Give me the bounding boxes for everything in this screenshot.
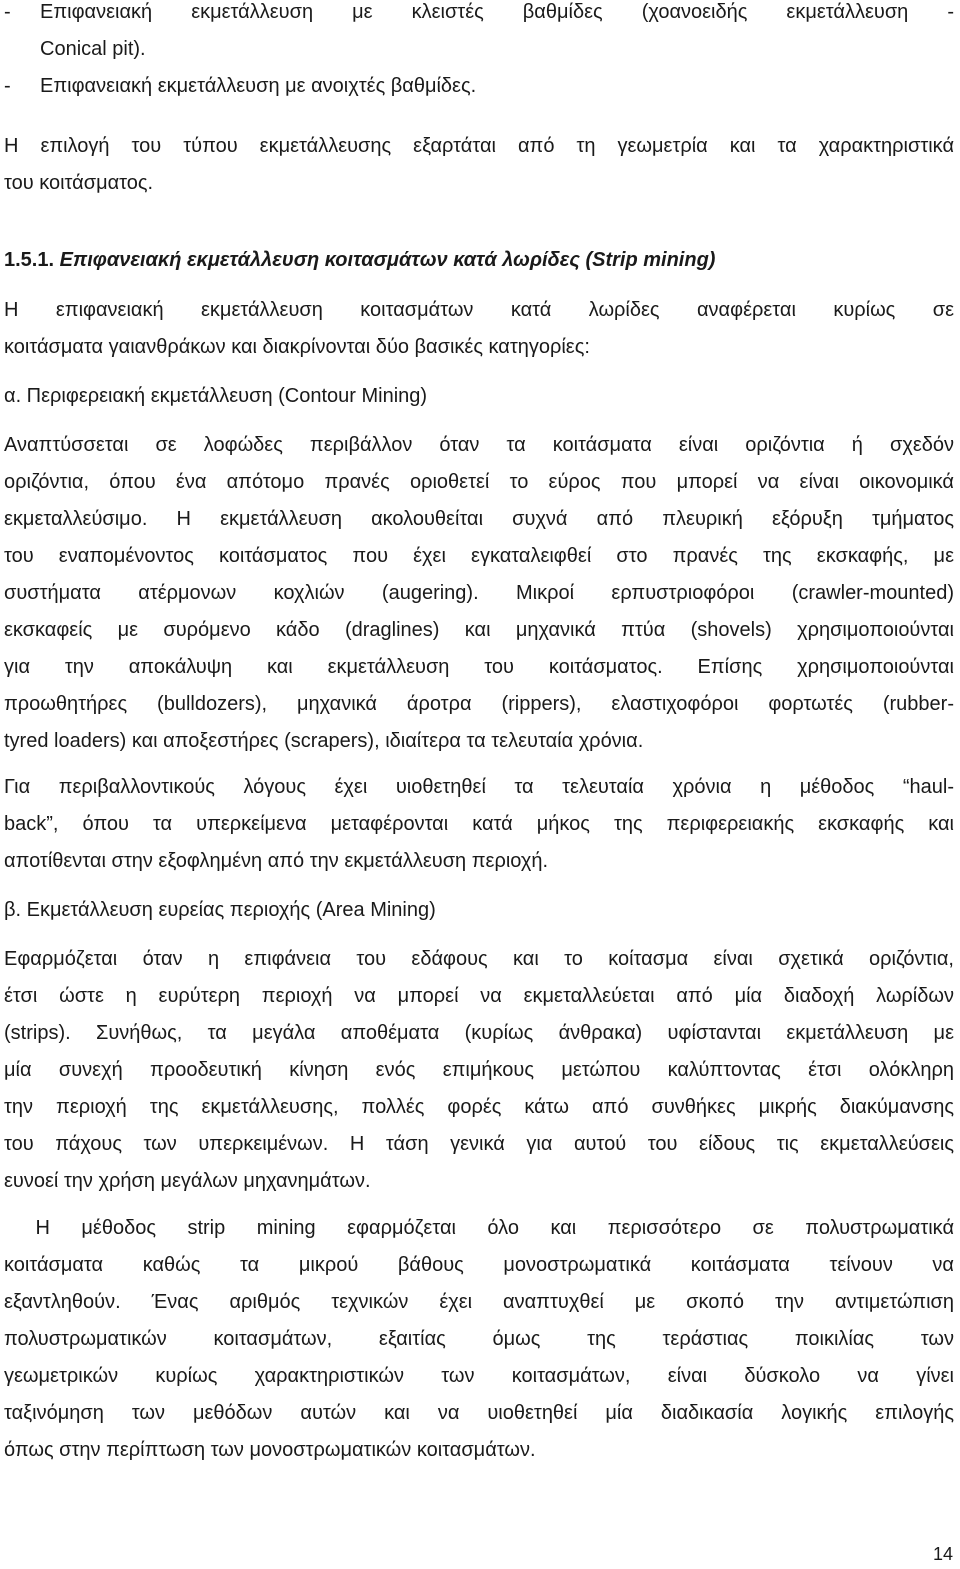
paragraph-line: την περιοχή της εκμετάλλευσης, πολλές φορές κάτω από συνθήκες μικρής διακύμανσης <box>4 1096 954 1118</box>
paragraph-line: ευνοεί την χρήση μεγάλων μηχανημάτων. <box>4 1170 371 1192</box>
subheading-area-mining: β. Εκμετάλλευση ευρείας περιοχής (Area Mining) <box>4 899 436 921</box>
paragraph-line: εκσκαφείς με συρόμενο κάδο (draglines) και μηχανικά πτύα (shovels) χρησιμοποιούνται <box>4 619 954 641</box>
list-item <box>4 0 954 31</box>
paragraph-line: αποτίθενται στην εξοφλημένη από την εκμετάλλευση περιοχή. <box>4 850 549 872</box>
page-number: 14 <box>932 1544 953 1564</box>
paragraph <box>4 427 954 760</box>
paragraph-line: back”, όπου τα υπερκείμενα μεταφέρονται κατά μήκος της περιφερειακής εκσκαφής και <box>4 813 954 835</box>
paragraph-line: tyred loaders) και αποξεστήρες (scrapers), ιδιαίτερα τα τελευταία χρόνια. <box>4 730 644 752</box>
section-heading <box>4 242 954 279</box>
list-item-text-continued: Conical pit). <box>40 38 146 60</box>
paragraph-line: Η μέθοδος strip mining εφαρμόζεται όλο και περισσότερο σε πολυστρωματικά <box>4 1217 954 1239</box>
paragraph-line: Για περιβαλλοντικούς λόγους έχει υιοθετηθεί τα τελευταία χρόνια η μέθοδος “haul- <box>4 776 954 798</box>
paragraph-line: ταξινόμηση των μεθόδων αυτών και να υιοθετηθεί μία διαδικασία λογικής επιλογής <box>4 1402 954 1424</box>
paragraph <box>4 769 954 880</box>
paragraph-line: Η επιφανειακή εκμετάλλευση κοιτασμάτων κατά λωρίδες αναφέρεται κυρίως σε <box>4 299 954 321</box>
paragraph-line: Αναπτύσσεται σε λοφώδες περιβάλλον όταν τα κοιτάσματα είναι οριζόντια ή σχεδόν <box>4 434 954 456</box>
list-item <box>4 68 954 105</box>
paragraph-line: όπως στην περίπτωση των μονοστρωματικών κοιτασμάτων. <box>4 1439 536 1461</box>
paragraph-line: του κοιτάσματος. <box>4 172 154 194</box>
paragraph-line: εξαντληθούν. Ένας αριθμός τεχνικών έχει αναπτυχθεί με σκοπό την αντιμετώπιση <box>4 1291 954 1313</box>
paragraph-line: Εφαρμόζεται όταν η επιφάνεια του εδάφους και το κοίτασμα είναι σχετικά οριζόντια, <box>4 948 954 970</box>
paragraph-line: (strips). Συνήθως, τα μεγάλα αποθέματα (κυρίως άνθρακα) υφίστανται εκμετάλλευση με <box>4 1022 954 1044</box>
section-title: Επιφανειακή εκμετάλλευση κοιτασμάτων κατά λωρίδες (Strip mining) <box>59 249 716 271</box>
paragraph <box>4 292 954 366</box>
paragraph-line: προωθητήρες (bulldozers), μηχανικά άροτρα (rippers), ελαστιχοφόροι φορτωτές (rubber- <box>4 693 954 715</box>
bullet-dash: - <box>4 1 11 23</box>
paragraph-line: πολυστρωματικών κοιτασμάτων, εξαιτίας όμως της τεράστιας ποικιλίας των <box>4 1328 954 1350</box>
paragraph-line: κοιτάσματα καθώς τα μικρού βάθους μονοστρωματικά κοιτάσματα τείνουν να <box>4 1254 954 1276</box>
paragraph <box>4 1210 954 1469</box>
intro-paragraph <box>4 128 954 202</box>
paragraph-line: εκμεταλλεύσιμο. Η εκμετάλλευση ακολουθείται συχνά από πλευρική εξόρυξη τμήματος <box>4 508 954 530</box>
paragraph-line: του εναπομένοντος κοιτάσματος που έχει εγκαταλειφθεί στο πρανές της εκσκαφής, με <box>4 545 954 567</box>
section-number: 1.5.1. <box>4 249 55 271</box>
paragraph-line: έτσι ώστε η ευρύτερη περιοχή να μπορεί να εκμεταλλεύεται από μία διαδοχή λωρίδων <box>4 985 954 1007</box>
paragraph-line: γεωμετρικών κυρίως χαρακτηριστικών των κοιτασμάτων, είναι δύσκολο να γίνει <box>4 1365 954 1387</box>
paragraph-line: οριζόντια, όπου ένα απότομο πρανές οριοθετεί το εύρος που μπορεί να είναι οικονομικά <box>4 471 954 493</box>
bullet-list <box>4 0 954 105</box>
list-item-text: Επιφανειακή εκμετάλλευση με ανοιχτές βαθμίδες. <box>40 75 477 97</box>
paragraph-line: Η επιλογή του τύπου εκμετάλλευσης εξαρτάται από τη γεωμετρία και τα χαρακτηριστικά <box>4 135 954 157</box>
paragraph-line: του πάχους των υπερκειμένων. Η τάση γενικά για αυτού του είδους τις εκμεταλλεύσεις <box>4 1133 954 1155</box>
paragraph-line: κοιτάσματα γαιανθράκων και διακρίνονται δύο βασικές κατηγορίες: <box>4 336 590 358</box>
bullet-dash: - <box>4 75 11 97</box>
subheading-contour-mining: α. Περιφερειακή εκμετάλλευση (Contour Mining) <box>4 385 428 407</box>
paragraph-line: συστήματα ατέρμονων κοχλιών (augering). Μικροί ερπυστριοφόροι (crawler-mounted) <box>4 582 954 604</box>
paragraph <box>4 941 954 1200</box>
paragraph-line: μία συνεχή προοδευτική κίνηση ενός επιμήκους μετώπου καλύπτοντας έτσι ολόκληρη <box>4 1059 954 1081</box>
paragraph-line: για την αποκάλυψη και εκμετάλλευση του κοιτάσματος. Επίσης χρησιμοποιούνται <box>4 656 954 678</box>
list-item-text: Επιφανειακή εκμετάλλευση με κλειστές βαθμίδες (χοανοειδής εκμετάλλευση - <box>40 1 954 23</box>
